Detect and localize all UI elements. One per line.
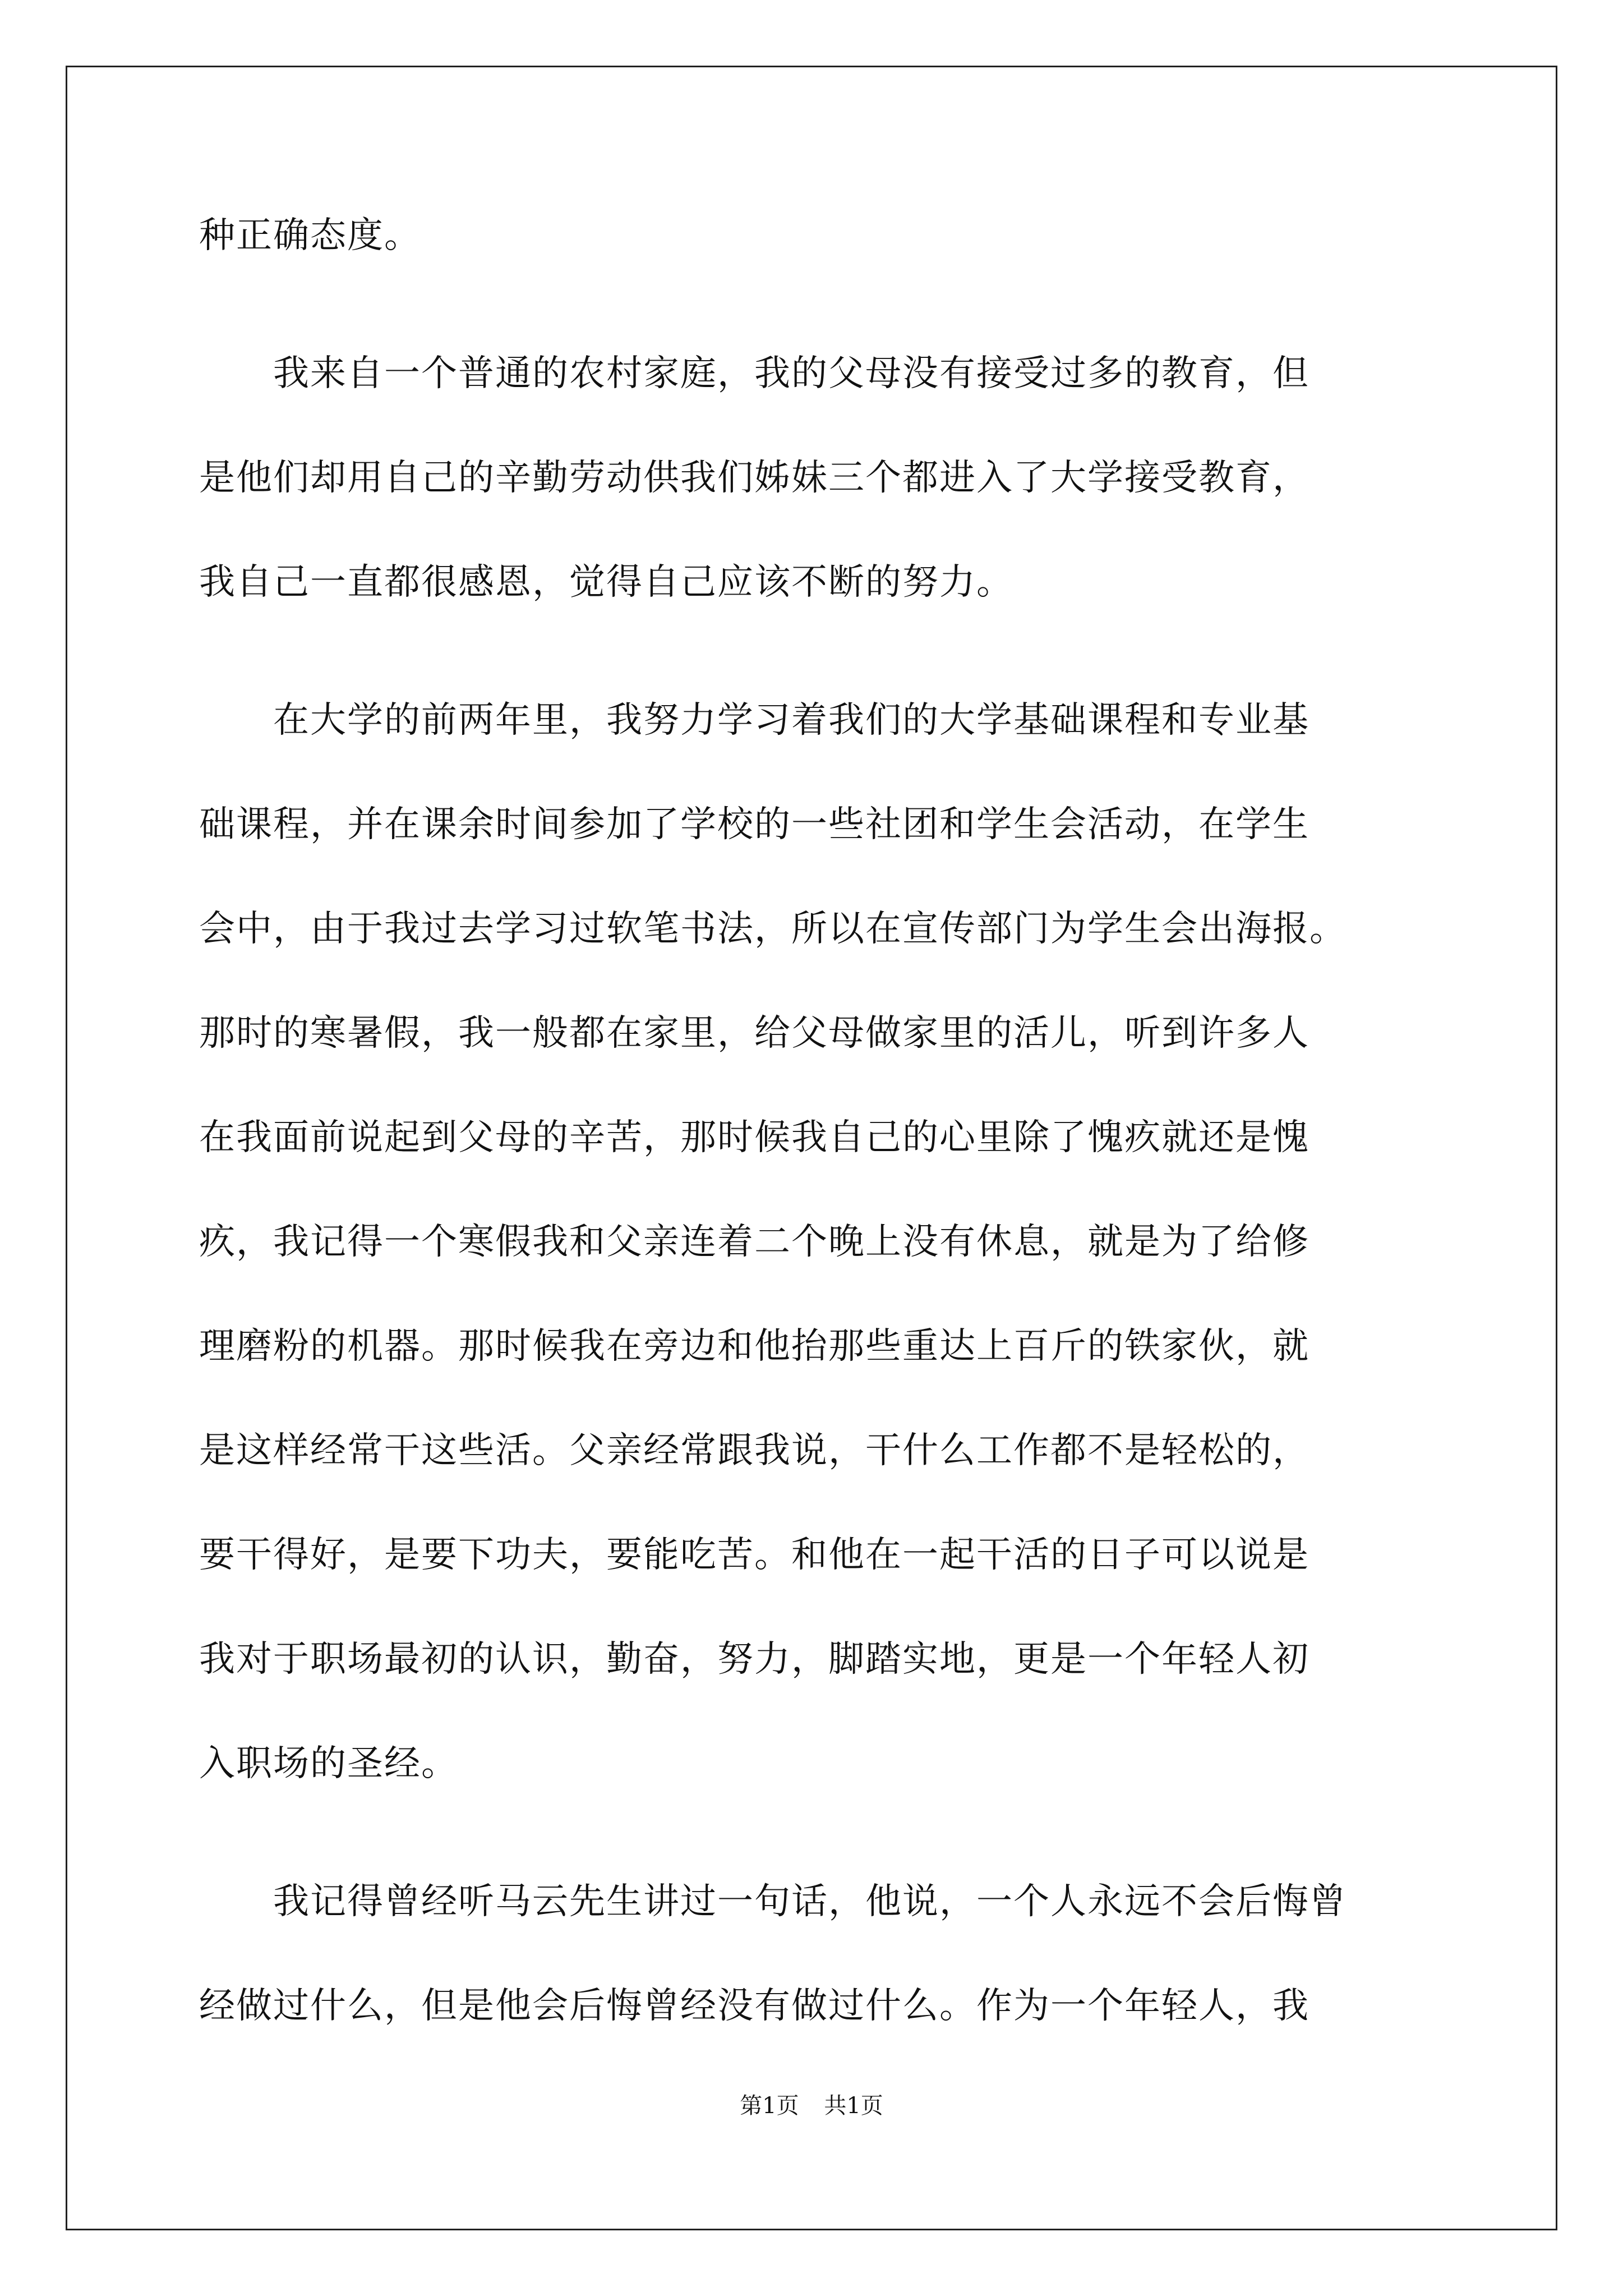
page-number: 第1页 [740,2093,799,2119]
text-line: 我记得曾经听马云先生讲过一句话，他说，一个人永远不会后悔曾 [199,1881,1347,1922]
text-line: 入职场的圣经。 [199,1743,458,1784]
paragraph-gap [199,312,1433,346]
text-line: 经做过什么，但是他会后悔曾经没有做过什么。作为一个年轻人，我 [199,1985,1310,2027]
text-line: 础课程，并在课余时间参加了学校的一些社团和学生会活动，在学生 [199,804,1310,845]
text-line: 我自己一直都很感恩，觉得自己应该不断的努力。 [199,562,1013,603]
paragraph-gap [199,1840,1433,1874]
text-line: 那时的寒暑假，我一般都在家里，给父母做家里的活儿，听到许多人 [199,1013,1310,1054]
text-line: 要干得好，是要下功夫，要能吃苦。和他在一起干活的日子可以说是 [199,1534,1310,1576]
text-line: 种正确态度。 [199,215,421,256]
page-footer [0,2088,1623,2120]
text-line: 我来自一个普通的农村家庭，我的父母没有接受过多的教育，但 [199,353,1310,394]
text-line: 理磨粉的机器。那时候我在旁边和他抬那些重达上百斤的铁家伙，就 [199,1326,1310,1367]
text-line: 在大学的前两年里，我努力学习着我们的大学基础课程和专业基 [199,700,1310,741]
text-line: 会中，由于我过去学习过软笔书法，所以在宣传部门为学生会出海报。 [199,908,1347,950]
page-total: 共1页 [824,2093,883,2119]
text-line: 我对于职场最初的认识，勤奋，努力，脚踏实地，更是一个年轻人初 [199,1639,1310,1680]
text-line: 是这样经常干这些活。父亲经常跟我说，干什么工作都不是轻松的， [199,1430,1310,1471]
document-body [199,208,1433,2082]
paragraph-gap [199,659,1433,692]
text-line: 是他们却用自己的辛勤劳动供我们姊妹三个都进入了大学接受教育， [199,457,1310,499]
text-line: 疚，我记得一个寒假我和父亲连着二个晚上没有休息，就是为了给修 [199,1221,1310,1263]
text-line: 在我面前说起到父母的辛苦，那时候我自己的心里除了愧疚就还是愧 [199,1117,1310,1158]
